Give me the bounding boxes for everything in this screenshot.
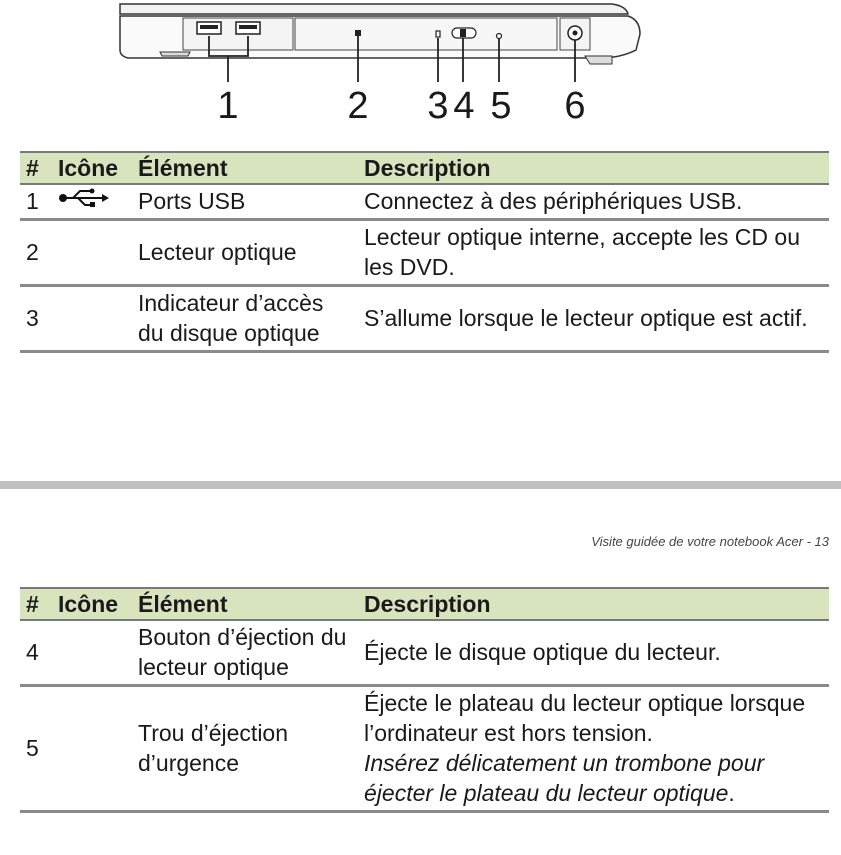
table-row bbox=[20, 620, 829, 686]
header-icon: Icône bbox=[52, 152, 132, 184]
row-number: 1 bbox=[20, 184, 52, 220]
row-description-note: Insérez délicatement un trombone pour éjecter le plateau du lecteur optique bbox=[364, 750, 765, 806]
running-footer: Visite guidée de votre notebook Acer - 13 bbox=[591, 534, 829, 549]
callout-3: 3 bbox=[427, 85, 449, 127]
header-element: Élément bbox=[132, 588, 358, 620]
row-description: Éjecte le disque optique du lecteur. bbox=[358, 620, 829, 686]
header-description: Description bbox=[358, 152, 829, 184]
header-number: # bbox=[20, 152, 52, 184]
table-header-row bbox=[20, 152, 829, 184]
table-row bbox=[20, 286, 829, 352]
row-element: Trou d’éjection d’urgence bbox=[132, 686, 358, 812]
callout-1: 1 bbox=[217, 85, 239, 127]
table-row bbox=[20, 220, 829, 286]
row-description: S’allume lorsque le lecteur optique est actif. bbox=[358, 286, 829, 352]
row-description-cell bbox=[358, 686, 829, 812]
row-number: 5 bbox=[20, 686, 52, 812]
row-icon-cell bbox=[52, 686, 132, 812]
optical-drive-shape bbox=[295, 18, 557, 50]
row-element: Bouton d’éjection du lecteur optique bbox=[132, 620, 358, 686]
table-row bbox=[20, 184, 829, 220]
row-description: Lecteur optique interne, accepte les CD ou les DVD. bbox=[358, 220, 829, 286]
row-icon-cell bbox=[52, 220, 132, 286]
callout-6: 6 bbox=[564, 85, 586, 127]
row-number: 3 bbox=[20, 286, 52, 352]
header-description: Description bbox=[358, 588, 829, 620]
row-description: Connectez à des périphériques USB. bbox=[358, 184, 829, 220]
row-description: Éjecte le plateau du lecteur optique lorsque l’ordinateur est hors tension. bbox=[364, 690, 806, 746]
table-row bbox=[20, 686, 829, 812]
row-icon-cell bbox=[52, 620, 132, 686]
callout-2: 2 bbox=[347, 85, 369, 127]
header-icon: Icône bbox=[52, 588, 132, 620]
laptop-side-view-diagram bbox=[0, 0, 841, 130]
row-description-note-end: . bbox=[728, 780, 735, 806]
row-element: Ports USB bbox=[132, 184, 358, 220]
ports-table-2 bbox=[20, 587, 829, 813]
row-element: Lecteur optique bbox=[132, 220, 358, 286]
row-number: 2 bbox=[20, 220, 52, 286]
laptop-side-illustration bbox=[0, 0, 841, 130]
row-number: 4 bbox=[20, 620, 52, 686]
page-divider bbox=[0, 481, 841, 489]
header-element: Élément bbox=[132, 152, 358, 184]
table-header-row bbox=[20, 588, 829, 620]
row-icon-cell bbox=[52, 286, 132, 352]
row-element: Indicateur d’accès du disque optique bbox=[132, 286, 358, 352]
callout-5: 5 bbox=[490, 85, 512, 127]
row-icon-cell bbox=[52, 184, 132, 220]
callout-4: 4 bbox=[453, 85, 475, 127]
header-number: # bbox=[20, 588, 52, 620]
ports-table-1 bbox=[20, 151, 829, 353]
usb-icon bbox=[58, 187, 110, 209]
